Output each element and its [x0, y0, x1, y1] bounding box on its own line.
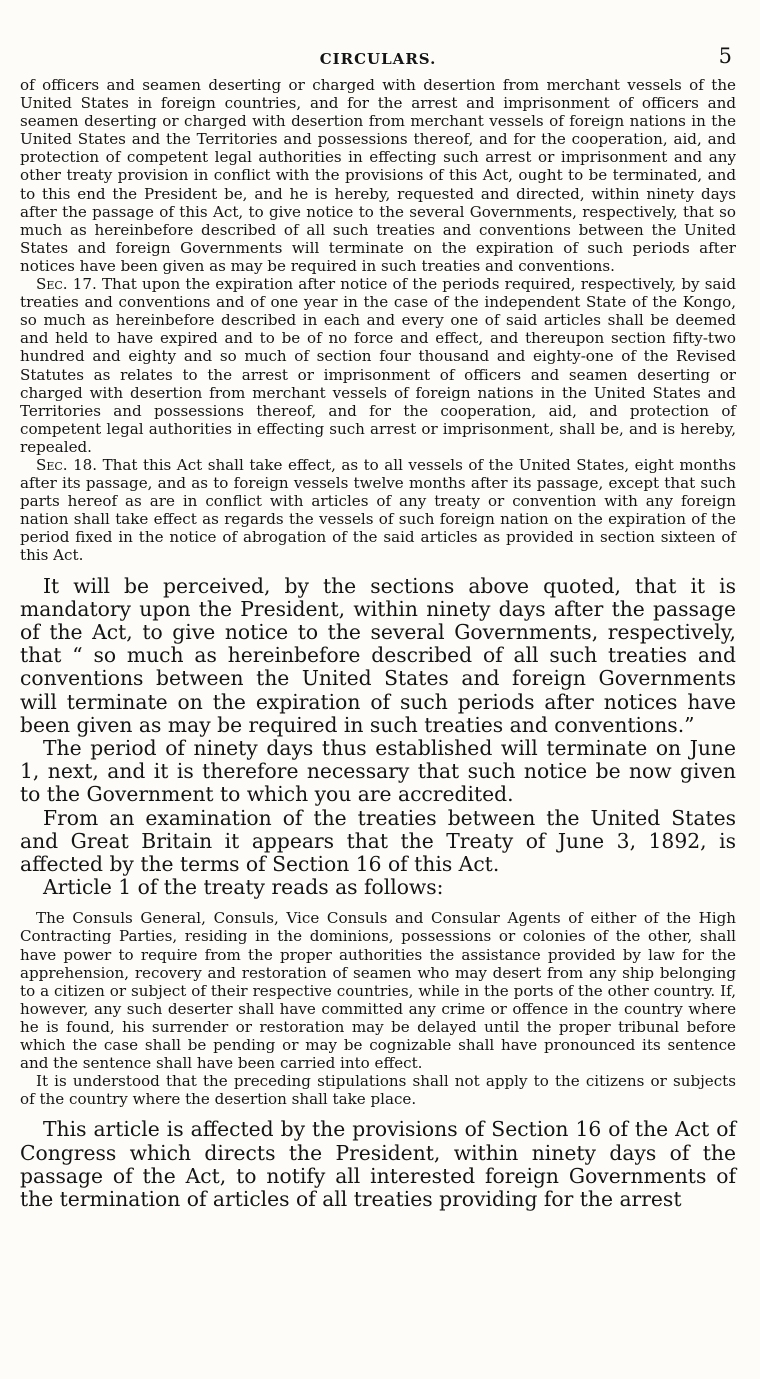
closing-paragraph: This article is affected by the provisions of Section 16 of the Act of Congress which directs the President, within ninety days of the passage of the Act, to notify all interested foreign Governments of the termination of articles of all treaties providing for the arrest [20, 1117, 736, 1212]
body-paragraph-3: From an examination of the treaties between the United States and Great Britain it appears that the Treaty of June 3, 1892, is affected by the terms of Section 16 of this Act. [20, 805, 736, 876]
section-18-label: Sec. 18. [36, 455, 98, 474]
section-18-paragraph [20, 456, 736, 565]
statute-opening-paragraph: of officers and seamen deserting or charged with desertion from merchant vessels of the United States in foreign countries, and for the arrest and imprisonment of officers and seamen deserting or charged with desertion from merchant vessels of foreign nations in the United States and the Territories and possessions thereof, and for the cooperation, aid, and protection of competent legal authorities in effecting such arrest or imprisonment and any other treaty provision in conflict with the provisions of this Act, ought to be terminated, and to this end the President be, and he is hereby, requested and directed, within ninety days after the passage of this Act, to give notice to the several Governments, respectively, that so much as hereinbefore described of all such treaties and conventions between the United States and foreign Governments will terminate on the expiration of such periods after notices have been given as may be required in such treaties and conventions. [20, 76, 736, 275]
circular-body [20, 575, 736, 900]
treaty-article-paragraph-2: It is understood that the preceding stipulations shall not apply to the citizens or subjects of the country where the desertion shall take place. [20, 1072, 736, 1109]
body-paragraph-4: Article 1 of the treaty reads as follows: [43, 875, 444, 900]
treaty-article-quote [20, 909, 736, 1108]
running-head: CIRCULARS. [319, 50, 437, 68]
statute-excerpt [20, 76, 736, 565]
closing-text [20, 1118, 736, 1211]
section-17-text: That upon the expiration after notice of the periods required, respectively, by said treaties and conventions and of one year in the case of the independent State of the Kongo, so much as hereinbefore described in each and every one of said articles shall be deemed and held to have expired and to be of no force and effect, and thereupon section fifty-two hundred and eighty and so much of section four thousand and eighty-one of the Revised Statutes as relates to the arrest or imprisonment of officers and seamen deserting or charged with desertion from merchant vessels of foreign nations in the United States and Territories and possessions thereof, and for the cooperation, aid, and protection of competent legal authorities in effecting such arrest or imprisonment, shall be, and is hereby, repealed. [20, 275, 736, 456]
treaty-article-paragraph-1: The Consuls General, Consuls, Vice Consuls and Consular Agents of either of the High Contracting Parties, residing in the dominions, possessions or colonies of the other, shall have power to require from the proper authorities the assistance provided by law for the apprehension, recovery and restoration of seamen who may desert from any ship belonging to a citizen or subject of their respective countries, while in the ports of the other country. If, however, any such deserter shall have committed any crime or offence in the country where he is found, his surrender or restoration may be delayed until the proper tribunal before which the case shall be pending or may be cognizable shall have pronounced its sentence and the sentence shall have been carried into effect. [20, 909, 736, 1073]
body-paragraph-2: The period of ninety days thus established will terminate on June 1, next, and it is therefore necessary that such notice be now given to the Government to which you are accredited. [20, 735, 736, 807]
body-paragraph-1: It will be perceived, by the sections above quoted, that it is mandatory upon the President, within ninety days after the passage of the Act, to give notice to the several Governments, respectively, that “ so much as hereinbefore described of all such treaties and conventions between the United States and foreign Governments will terminate on the expiration of such periods after notices have been given as may be required in such treaties and conventions.” [20, 573, 736, 737]
page-number: 5 [718, 44, 732, 68]
section-17-paragraph [20, 275, 736, 456]
section-17-label: Sec. 17. [36, 275, 97, 294]
section-18-text: That this Act shall take effect, as to all vessels of the United States, eight months after its passage, and as to foreign vessels twelve months after its passage, except that such parts hereof as are in conflict with articles of any treaty or convention with any foreign nation shall take effect as regards the vessels of such foreign nation on the expiration of the period fixed in the notice of abrogation of the said articles as provided in section sixteen of this Act. [20, 455, 736, 565]
page-header [20, 40, 736, 76]
